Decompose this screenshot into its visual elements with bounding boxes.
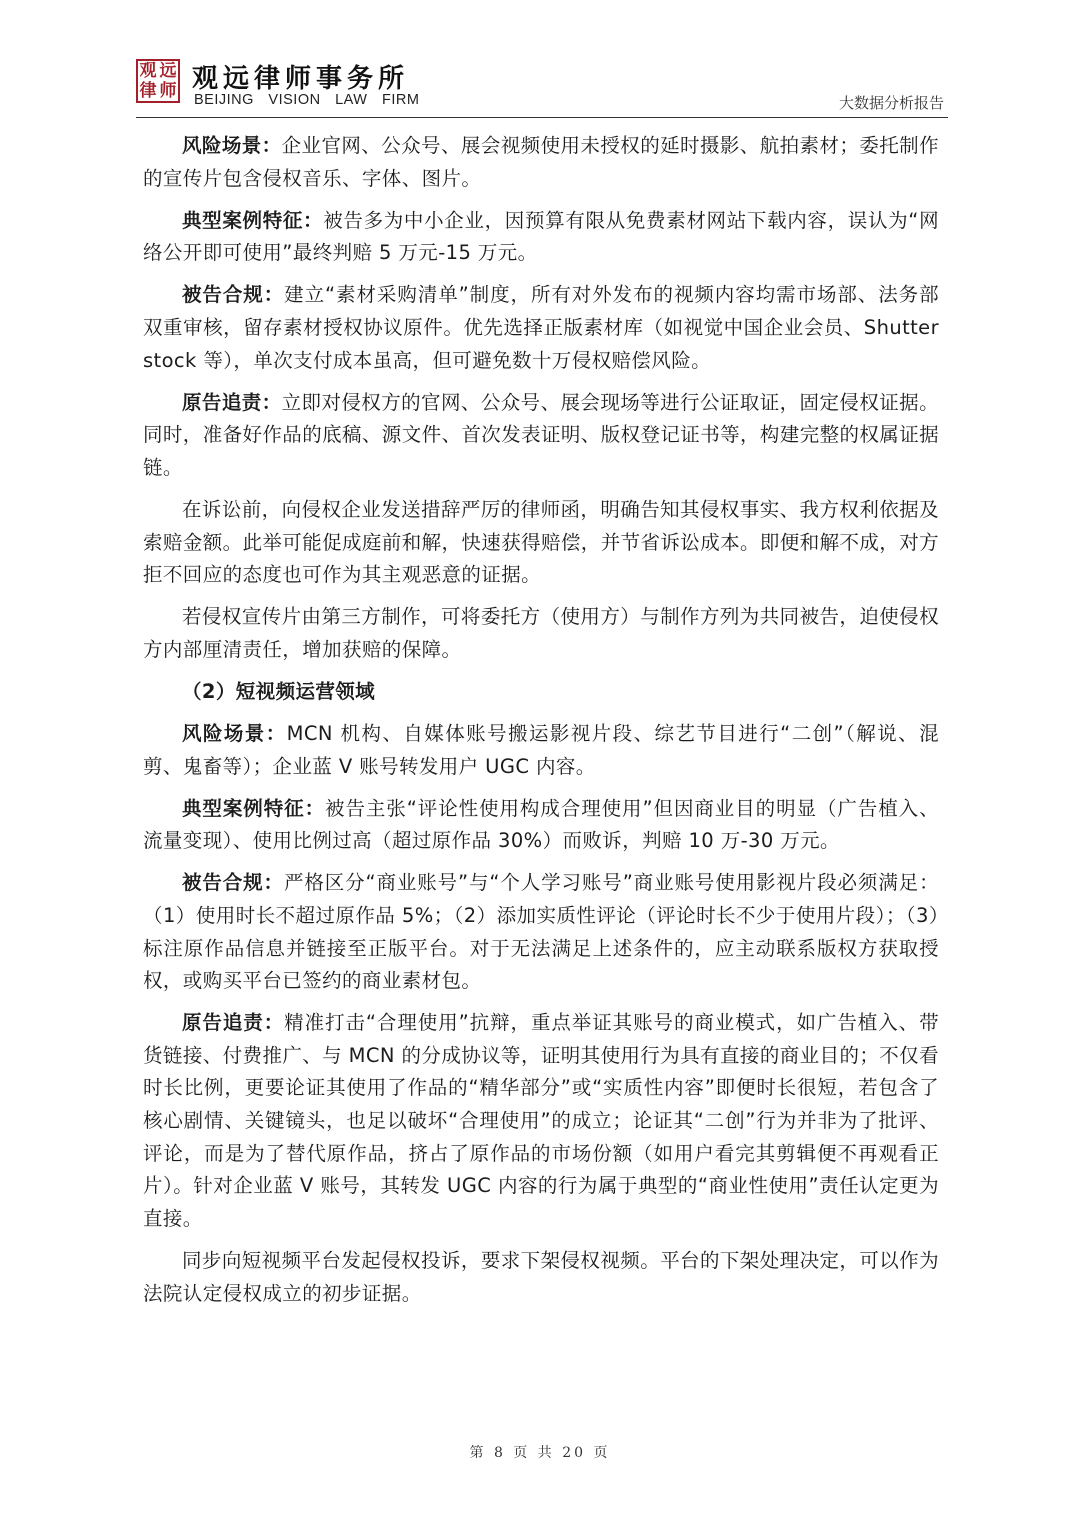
firm-name-english: BEIJING VISION LAW FIRM (194, 92, 420, 108)
paragraph-text: 严格区分“商业账号”与“个人学习账号”商业账号使用影视片段必须满足：（1）使用时长不超过原作品 5%；（2）添加实质性评论（评论时长不少于使用片段）；（3）标注原作品信息并链接至正版平台。对于无法满足上述条件的，应主动联系版权方获取授权，或购买平台已签约的商业素材包。 (143, 871, 939, 993)
seal-char: 师 (159, 81, 177, 101)
page-number-footer: 第 8 页 共 20 页 (469, 1445, 611, 1461)
paragraph-lead: 风险场景： (182, 134, 282, 157)
paragraph-text: 精准打击“合理使用”抗辩，重点举证其账号的商业模式，如广告植入、带货链接、付费推广、与 MCN 的分成协议等，证明其使用行为具有直接的商业目的；不仅看时长比例，更要论证其使用了作品的“精华部分”或“实质性内容”即便时长很短，若包含了核心剧情、关键镜头，也足以破坏“合理使用”的成立；论证其“二创”行为并非为了批评、评论，而是为了替代原作品，挤占了原作品的市场份额（如用户看完其剪辑便不再观看正片）。针对企业蓝 V 账号，其转发 UGC 内容的行为属于典型的“商业性使用”责任认定更为直接。 (143, 1011, 939, 1230)
report-type-label: 大数据分析报告 (838, 94, 944, 112)
seal-char: 观 (139, 61, 157, 81)
paragraph (143, 601, 939, 666)
paragraph-text: 若侵权宣传片由第三方制作，可将委托方（使用方）与制作方列为共同被告，迫使侵权方内部厘清责任，增加获赔的保障。 (143, 605, 939, 661)
paragraph (143, 279, 939, 377)
paragraph-text: 在诉讼前，向侵权企业发送措辞严厉的律师函，明确告知其侵权事实、我方权利依据及索赔金额。此举可能促成庭前和解，快速获得赔偿，并节省诉讼成本。即便和解不成，对方拒不回应的态度也可作为其主观恶意的证据。 (143, 497, 940, 587)
paragraph (143, 1007, 939, 1235)
paragraph (143, 494, 939, 592)
paragraph (143, 867, 939, 997)
paragraph-lead: 被告合规： (182, 871, 284, 895)
paragraph-text: 建立“素材采购清单”制度，所有对外发布的视频内容均需市场部、法务部双重审核，留存素材授权协议原件。优先选择正版素材库（如视觉中国企业会员、Shutter stock 等），单次支付成本虽高，但可避免数十万侵权赔偿风险。 (143, 283, 939, 372)
paragraph-text: 被告主张“评论性使用构成合理使用”但因商业目的明显（广告植入、流量变现）、使用比例过高（超过原作品 30%）而败诉，判赔 10 万-30 万元。 (143, 796, 939, 853)
paragraph-text: 同步向短视频平台发起侵权投诉，要求下架侵权视频。平台的下架处理决定，可以作为法院认定侵权成立的初步证据。 (143, 1248, 939, 1305)
paragraph (143, 793, 939, 858)
paragraph (143, 387, 939, 485)
paragraph-lead: 典型案例特征： (182, 796, 326, 820)
paragraph (143, 1245, 939, 1310)
paragraph (143, 205, 939, 270)
paragraph (143, 718, 939, 783)
header-divider (136, 117, 948, 118)
paragraph (143, 130, 939, 195)
paragraph-text: 立即对侵权方的官网、公众号、展会现场等进行公证取证，固定侵权证据。同时，准备好作品的底稿、源文件、首次发表证明、版权登记证书等，构建完整的权属证据链。 (143, 390, 940, 479)
firm-name-chinese: 观远律师事务所 (192, 64, 410, 94)
paragraph-lead: 原告追责： (182, 390, 282, 414)
seal-char: 远 (159, 61, 177, 81)
paragraph-lead: 典型案例特征： (182, 208, 324, 232)
paragraph-text: MCN 机构、自媒体账号搬运影视片段、综艺节目进行“二创”（解说、混剪、鬼畜等）；企业蓝 V 账号转发用户 UGC 内容。 (143, 722, 939, 778)
seal-char: 律 (139, 81, 157, 101)
page-header (136, 56, 946, 120)
document-body (143, 130, 939, 1320)
firm-logo-seal (136, 59, 180, 103)
paragraph-text: 被告多为中小企业，因预算有限从免费素材网站下载内容，误认为“网络公开即可使用”最终判赔 5 万元-15 万元。 (143, 208, 939, 265)
paragraph-lead: 原告追责： (182, 1011, 285, 1035)
paragraph-text: 企业官网、公众号、展会视频使用未授权的延时摄影、航拍素材；委托制作的宣传片包含侵权音乐、字体、图片。 (143, 134, 939, 190)
section-heading: （2）短视频运营领域 (182, 679, 376, 703)
paragraph-lead: 被告合规： (182, 283, 285, 307)
paragraph-lead: 风险场景： (182, 722, 287, 745)
